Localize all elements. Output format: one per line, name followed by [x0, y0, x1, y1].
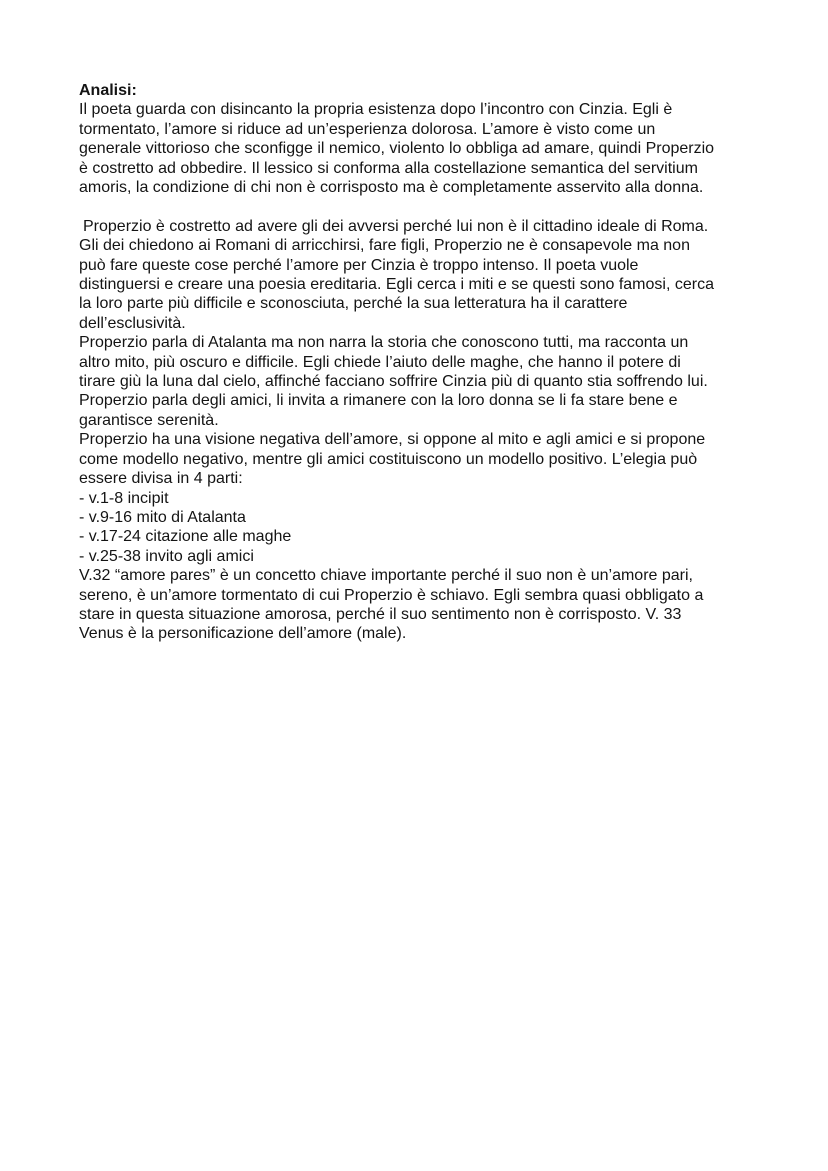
paragraph-4-line: Properzio ha una visione negativa dell’amore, si oppone al mito e agli amici e si propone	[79, 431, 706, 449]
list-item: - v.17-24 citazione alle maghe	[79, 528, 292, 546]
list-item: - v.1-8 incipit	[79, 489, 169, 507]
paragraph-2-line: Gli dei chiedono ai Romani di arricchirsi, fare figli, Properzio ne è consapevole ma non	[79, 237, 690, 255]
paragraph-5-line: V.32 “amore pares” è un concetto chiave importante perché il suo non è un’amore pari,	[79, 567, 693, 585]
paragraph-4-line: essere divisa in 4 parti:	[79, 470, 243, 488]
paragraph-5-line: sereno, è un’amore tormentato di cui Properzio è schiavo. Egli sembra quasi obbligato a	[79, 586, 704, 604]
paragraph-2-line: dell’esclusività.	[79, 314, 186, 332]
paragraph-2-line: distinguersi e creare una poesia ereditaria. Egli cerca i miti e se questi sono famosi, cerca	[79, 276, 714, 294]
heading: Analisi:	[79, 82, 137, 99]
paragraph-1-line: è costretto ad obbedire. Il lessico si conforma alla costellazione semantica del servitium	[79, 159, 698, 177]
paragraph-2-line: la loro parte più difficile e sconosciuta, perché la sua letteratura ha il carattere	[79, 295, 628, 313]
paragraph-gap	[79, 197, 759, 216]
paragraph-5-line: Venus è la personificazione dell’amore (male).	[79, 625, 407, 643]
paragraph-1-line: amoris, la condizione di chi non è corrisposto ma è completamente asservito alla donna.	[79, 179, 704, 197]
paragraph-2-line: può fare queste cose perché l’amore per Cinzia è troppo intenso. Il poeta vuole	[79, 256, 639, 274]
paragraph-2-line: Properzio è costretto ad avere gli dei avversi perché lui non è il cittadino ideale di Roma.	[83, 217, 709, 235]
paragraph-1-line: tormentato, l’amore si riduce ad un’esperienza dolorosa. L’amore è visto come un	[79, 120, 656, 138]
list-item: - v.9-16 mito di Atalanta	[79, 508, 246, 526]
paragraph-3-line: garantisce serenità.	[79, 411, 219, 429]
list-item: - v.25-38 invito agli amici	[79, 547, 254, 565]
paragraph-1-line: Il poeta guarda con disincanto la propria esistenza dopo l’incontro con Cinzia. Egli è	[79, 101, 673, 119]
paragraph-3-line: tirare giù la luna dal cielo, affinché facciano soffrire Cinzia più di quanto stia soffrendo lui.	[79, 373, 708, 391]
paragraph-1-line: generale vittorioso che sconfigge il nemico, violento lo obbliga ad amare, quindi Properzio	[79, 140, 715, 158]
paragraph-5-line: stare in questa situazione amorosa, perché il suo sentimento non è corrisposto. V. 33	[79, 605, 682, 623]
analysis-text	[79, 81, 759, 644]
paragraph-3-line: Properzio parla degli amici, li invita a rimanere con la loro donna se li fa stare bene e	[79, 392, 678, 410]
paragraph-3-line: altro mito, più oscuro e difficile. Egli chiede l’aiuto delle maghe, che hanno il potere di	[79, 353, 681, 371]
paragraph-4-line: come modello negativo, mentre gli amici costituiscono un modello positivo. L’elegia può	[79, 450, 698, 468]
paragraph-3-line: Properzio parla di Atalanta ma non narra la storia che conoscono tutti, ma racconta un	[79, 334, 689, 352]
